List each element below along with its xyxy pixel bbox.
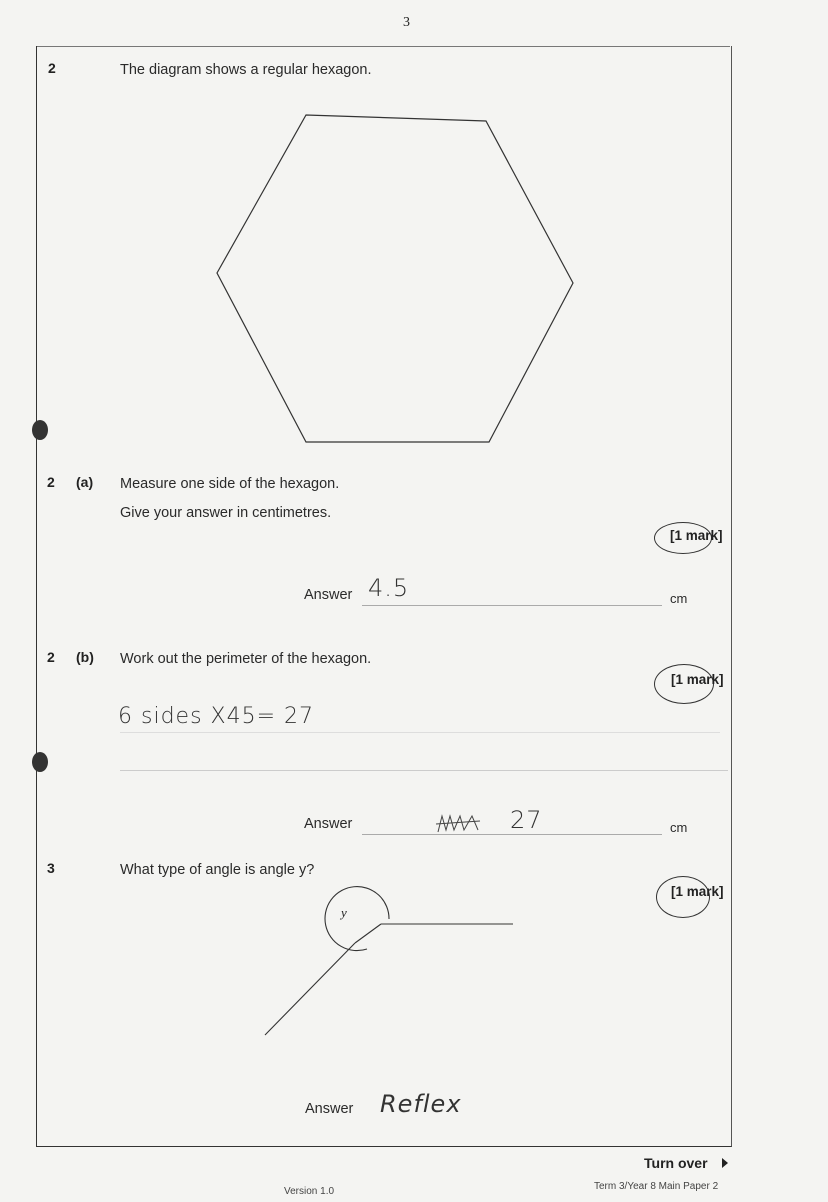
version-label: Version 1.0 xyxy=(284,1186,335,1197)
answer-line xyxy=(362,605,662,606)
angle-label: y xyxy=(341,905,347,920)
answer-value[interactable]: 4.5 xyxy=(368,574,410,602)
question-part: (b) xyxy=(76,649,94,665)
turn-over-arrow-icon xyxy=(722,1158,728,1168)
page-number: 3 xyxy=(403,15,410,30)
unit-label: cm xyxy=(670,591,688,606)
marks-label: [1 mark] xyxy=(670,528,723,543)
question-text-line1: Measure one side of the hexagon. xyxy=(120,476,340,492)
question-number: 2 xyxy=(48,60,56,76)
answer-label: Answer xyxy=(305,1101,354,1117)
angle-ray xyxy=(355,924,381,943)
working-line xyxy=(120,770,728,771)
answer-line xyxy=(362,834,662,835)
marks-label: [1 mark] xyxy=(671,672,724,687)
question-text: What type of angle is angle y? xyxy=(120,862,315,878)
answer-value[interactable]: Reflex xyxy=(380,1090,462,1118)
working-line xyxy=(120,732,720,733)
angle-ray xyxy=(265,943,355,1035)
hexagon-diagram xyxy=(200,105,590,455)
punch-hole xyxy=(32,752,48,772)
answer-label: Answer xyxy=(304,587,353,603)
unit-label: cm xyxy=(670,820,688,835)
paper-label: Term 3/Year 8 Main Paper 2 xyxy=(594,1181,719,1192)
hexagon-shape xyxy=(217,115,573,442)
question-part: (a) xyxy=(76,474,94,490)
punch-hole xyxy=(32,420,48,440)
working-text[interactable]: 6 sides X45= 27 xyxy=(118,704,315,729)
question-stem: The diagram shows a regular hexagon. xyxy=(120,62,372,78)
question-text: Work out the perimeter of the hexagon. xyxy=(120,651,372,667)
answer-label: Answer xyxy=(304,816,353,832)
marks-label: [1 mark] xyxy=(671,884,724,899)
question-number: 3 xyxy=(47,860,55,876)
answer-value[interactable]: 27 xyxy=(510,806,543,834)
crossed-out-scribble xyxy=(434,812,484,836)
question-number: 2 xyxy=(47,649,55,665)
angle-diagram xyxy=(255,880,525,1040)
question-number: 2 xyxy=(47,474,55,490)
question-text-line2: Give your answer in centimetres. xyxy=(120,505,332,521)
turn-over-text: Turn over xyxy=(644,1155,708,1171)
